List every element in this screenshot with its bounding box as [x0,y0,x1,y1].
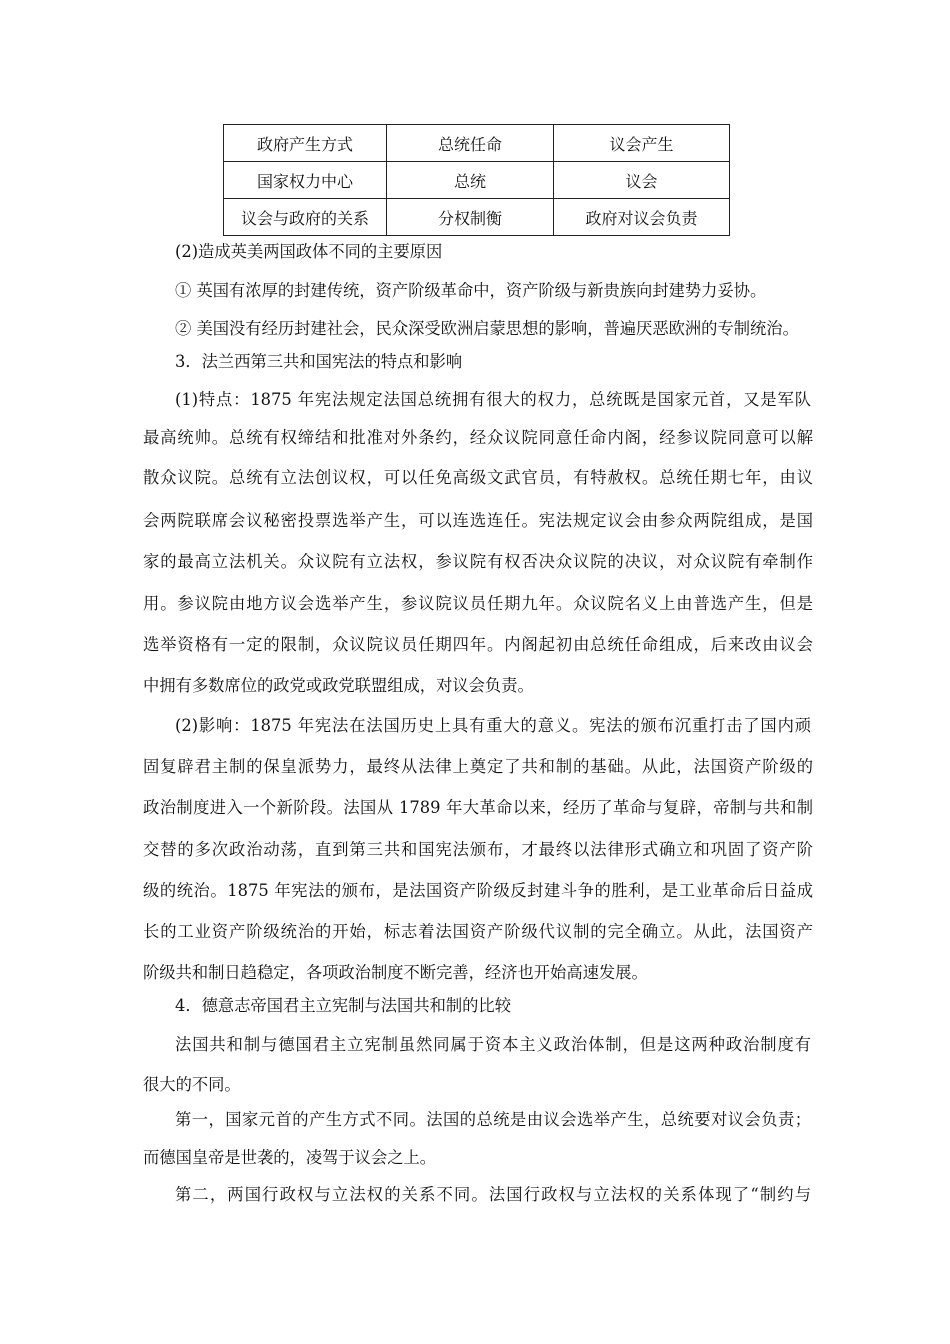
table-cell: 总统 [387,162,554,199]
table-cell: 议会 [554,162,730,199]
paragraph-line: 固复辟君主制的保皇派势力，最终从法律上奠定了共和制的基础。从此，法国资产阶级的 [143,757,813,776]
paragraph-line: 级的统治。1875 年宪法的颁布，是法国资产阶级反封建斗争的胜利，是工业革命后日益成 [143,881,813,900]
paragraph-line: (1)特点：1875 年宪法规定法国总统拥有很大的权力，总统既是国家元首，又是军队 [175,390,811,409]
paragraph-line: 第一，国家元首的产生方式不同。法国的总统是由议会选举产生，总统要对议会负责； [175,1110,811,1129]
table-cell: 政府产生方式 [224,125,387,162]
paragraph-line: 家的最高立法机关。众议院有立法权，参议院有权否决众议院的决议，对众议院有牵制作 [143,552,813,571]
paragraph-line: 最高统帅。总统有权缔结和批准对外条约，经众议院同意任命内阁，经参议院同意可以解 [143,428,813,447]
paragraph-line: 中拥有多数席位的政党或政党联盟组成，对议会负责。 [143,676,534,695]
subheading: (2)造成英美两国政体不同的主要原因 [175,242,443,261]
table-row [224,162,730,199]
paragraph-line: (2)影响：1875 年宪法在法国历史上具有重大的意义。宪法的颁布沉重打击了国内顽 [175,716,811,735]
paragraph-line: 法国共和制与德国君主立宪制虽然同属于资本主义政治体制，但是这两种政治制度有 [175,1035,811,1054]
table-cell: 议会产生 [554,125,730,162]
paragraph-line: 阶级共和制日趋稳定，各项政治制度不断完善，经济也开始高速发展。 [143,963,648,982]
table-cell: 议会与政府的关系 [224,199,387,236]
paragraph-line: 散众议院。总统有立法创议权，可以任免高级文武官员，有特赦权。总统任期七年，由议 [143,468,813,487]
paragraph-line: 会两院联席会议秘密投票选举产生，可以连选连任。宪法规定议会由参众两院组成，是国 [143,511,813,530]
table-cell: 国家权力中心 [224,162,387,199]
paragraph-line: 政治制度进入一个新阶段。法国从 1789 年大革命以来，经历了革命与复辟，帝制与共和制 [143,798,813,817]
paragraph-line: 很大的不同。 [143,1075,241,1094]
paragraph-line: ② 美国没有经历封建社会，民众深受欧洲启蒙思想的影响，普遍厌恶欧洲的专制统治。 [175,319,799,338]
paragraph-line: 用。参议院由地方议会选举产生，参议院议员任期九年。众议院名义上由普选产生，但是 [143,594,813,613]
table-row [224,199,730,236]
paragraph-line: 交替的多次政治动荡，直到第三共和国宪法颁布，才最终以法律形式确立和巩固了资产阶 [143,840,813,859]
table-row [224,125,730,162]
paragraph-line: 第二，两国行政权与立法权的关系不同。法国行政权与立法权的关系体现了“制约与 [175,1185,811,1204]
paragraph-line: 而德国皇帝是世袭的，凌驾于议会之上。 [143,1148,437,1167]
section-heading: 4．德意志帝国君主立宪制与法国共和制的比较 [175,996,511,1015]
section-heading: 3．法兰西第三共和国宪法的特点和影响 [175,352,463,371]
table-cell: 分权制衡 [387,199,554,236]
paragraph-line: ① 英国有浓厚的封建传统，资产阶级革命中，资产阶级与新贵族向封建势力妥协。 [175,281,767,300]
paragraph-line: 选举资格有一定的限制，众议院议员任期四年。内阁起初由总统任命组成，后来改由议会 [143,635,813,654]
paragraph-line: 长的工业资产阶级统治的开始，标志着法国资产阶级代议制的完全确立。从此，法国资产 [143,922,813,941]
comparison-table [223,124,730,236]
table-cell: 政府对议会负责 [554,199,730,236]
table-cell: 总统任命 [387,125,554,162]
